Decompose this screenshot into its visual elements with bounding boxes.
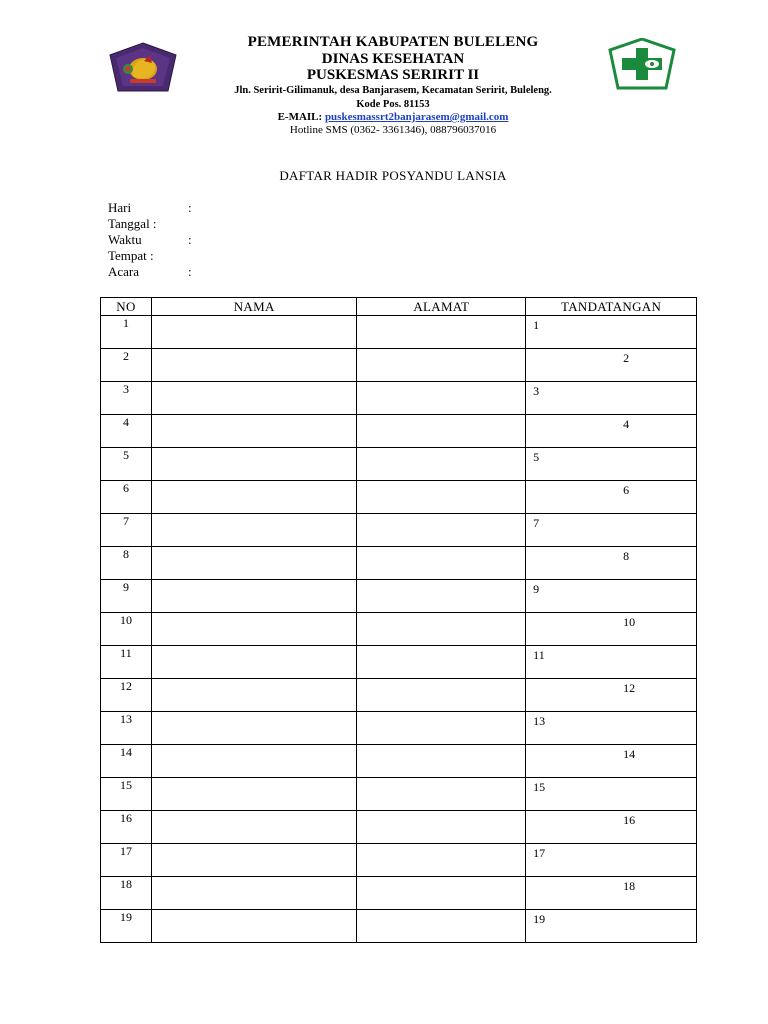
table-row xyxy=(101,844,697,877)
signature-cell[interactable] xyxy=(526,481,697,514)
table-row xyxy=(101,448,697,481)
alamat-cell[interactable] xyxy=(357,415,526,448)
signature-cell[interactable] xyxy=(526,778,697,811)
alamat-cell[interactable] xyxy=(357,514,526,547)
nama-cell[interactable] xyxy=(151,448,357,481)
signature-number: 10 xyxy=(623,615,636,629)
row-number: 3 xyxy=(101,382,152,415)
signature-number: 1 xyxy=(533,318,540,332)
signature-number: 5 xyxy=(533,450,540,464)
alamat-cell[interactable] xyxy=(357,745,526,778)
signature-cell[interactable] xyxy=(526,877,697,910)
field-tempat: Tempat : xyxy=(108,248,154,263)
alamat-cell[interactable] xyxy=(357,580,526,613)
nama-cell[interactable] xyxy=(151,778,357,811)
signature-cell[interactable] xyxy=(526,844,697,877)
row-number: 6 xyxy=(101,481,152,514)
event-info xyxy=(108,200,192,280)
signature-number: 13 xyxy=(533,714,546,728)
field-tanggal: Tanggal : xyxy=(108,216,157,231)
nama-cell[interactable] xyxy=(151,382,357,415)
signature-number: 4 xyxy=(623,417,630,431)
signature-cell[interactable] xyxy=(526,349,697,382)
alamat-cell[interactable] xyxy=(357,646,526,679)
alamat-cell[interactable] xyxy=(357,811,526,844)
table-row xyxy=(101,481,697,514)
row-number: 10 xyxy=(101,613,152,646)
signature-number: 19 xyxy=(533,912,546,926)
table-row xyxy=(101,514,697,547)
alamat-cell[interactable] xyxy=(357,547,526,580)
header-tandatangan: TANDATANGAN xyxy=(526,298,697,316)
address-line: Jln. Seririt-Gilimanuk, desa Banjarasem, Kecamatan Seririt, Buleleng. xyxy=(234,85,552,96)
nama-cell[interactable] xyxy=(151,844,357,877)
email-link[interactable]: puskesmassrt2banjarasem@gmail.com xyxy=(324,111,509,123)
alamat-cell[interactable] xyxy=(357,844,526,877)
alamat-cell[interactable] xyxy=(357,778,526,811)
signature-number: 12 xyxy=(623,681,636,695)
signature-cell[interactable] xyxy=(526,679,697,712)
nama-cell[interactable] xyxy=(151,481,357,514)
signature-cell[interactable] xyxy=(526,613,697,646)
signature-cell[interactable] xyxy=(526,316,697,349)
row-number: 18 xyxy=(101,877,152,910)
signature-cell[interactable] xyxy=(526,415,697,448)
nama-cell[interactable] xyxy=(151,613,357,646)
signature-cell[interactable] xyxy=(526,514,697,547)
nama-cell[interactable] xyxy=(151,910,357,943)
table-row xyxy=(101,811,697,844)
table-row xyxy=(101,646,697,679)
signature-number: 18 xyxy=(623,879,636,893)
field-waktu: Waktu : xyxy=(108,232,192,247)
row-number: 12 xyxy=(101,679,152,712)
nama-cell[interactable] xyxy=(151,547,357,580)
signature-number: 11 xyxy=(533,648,545,662)
header-nama: NAMA xyxy=(151,298,357,316)
signature-number: 17 xyxy=(533,846,546,860)
row-number: 16 xyxy=(101,811,152,844)
nama-cell[interactable] xyxy=(151,415,357,448)
alamat-cell[interactable] xyxy=(357,349,526,382)
alamat-cell[interactable] xyxy=(357,613,526,646)
buleleng-regency-emblem-icon xyxy=(108,41,178,93)
row-number: 14 xyxy=(101,745,152,778)
table-row xyxy=(101,679,697,712)
signature-number: 16 xyxy=(623,813,636,827)
nama-cell[interactable] xyxy=(151,712,357,745)
signature-cell[interactable] xyxy=(526,448,697,481)
header-no: NO xyxy=(101,298,152,316)
row-number: 4 xyxy=(101,415,152,448)
email-line xyxy=(180,111,606,124)
signature-number: 3 xyxy=(533,384,540,398)
alamat-cell[interactable] xyxy=(357,316,526,349)
row-number: 1 xyxy=(101,316,152,349)
row-number: 17 xyxy=(101,844,152,877)
row-number: 7 xyxy=(101,514,152,547)
field-hari: Hari : xyxy=(108,200,192,215)
table-row xyxy=(101,580,697,613)
document-title: DAFTAR HADIR POSYANDU LANSIA xyxy=(279,168,507,183)
signature-cell[interactable] xyxy=(526,580,697,613)
alamat-cell[interactable] xyxy=(357,877,526,910)
table-row xyxy=(101,712,697,745)
row-number: 2 xyxy=(101,349,152,382)
signature-cell[interactable] xyxy=(526,712,697,745)
government-name: PEMERINTAH KABUPATEN BULELENG xyxy=(247,34,539,50)
email-label: E-MAIL: xyxy=(277,111,323,123)
nama-cell[interactable] xyxy=(151,811,357,844)
table-row xyxy=(101,778,697,811)
table-row xyxy=(101,415,697,448)
table-row xyxy=(101,349,697,382)
nama-cell[interactable] xyxy=(151,679,357,712)
alamat-cell[interactable] xyxy=(357,712,526,745)
row-number: 11 xyxy=(101,646,152,679)
signature-number: 7 xyxy=(533,516,540,530)
alamat-cell[interactable] xyxy=(357,481,526,514)
nama-cell[interactable] xyxy=(151,580,357,613)
nama-cell[interactable] xyxy=(151,877,357,910)
row-number: 13 xyxy=(101,712,152,745)
puskesmas-cross-emblem-icon xyxy=(608,38,676,90)
signature-number: 9 xyxy=(533,582,540,596)
nama-cell[interactable] xyxy=(151,514,357,547)
signature-number: 6 xyxy=(623,483,630,497)
signature-cell[interactable] xyxy=(526,547,697,580)
signature-number: 15 xyxy=(533,780,546,794)
alamat-cell[interactable] xyxy=(357,679,526,712)
signature-cell[interactable] xyxy=(526,745,697,778)
nama-cell[interactable] xyxy=(151,646,357,679)
alamat-cell[interactable] xyxy=(357,382,526,415)
table-row xyxy=(101,745,697,778)
nama-cell[interactable] xyxy=(151,745,357,778)
letterhead xyxy=(180,34,606,137)
table-row xyxy=(101,877,697,910)
signature-cell[interactable] xyxy=(526,646,697,679)
row-number: 5 xyxy=(101,448,152,481)
department-name: DINAS KESEHATAN xyxy=(321,51,465,67)
row-number: 15 xyxy=(101,778,152,811)
row-number: 8 xyxy=(101,547,152,580)
field-acara: Acara : xyxy=(108,264,192,279)
postcode-line: Kode Pos. 81153 xyxy=(356,99,430,110)
attendance-table xyxy=(100,297,697,943)
table-row xyxy=(101,613,697,646)
health-center-name: PUSKESMAS SERIRIT II xyxy=(306,67,480,83)
signature-cell[interactable] xyxy=(526,910,697,943)
signature-cell[interactable] xyxy=(526,811,697,844)
nama-cell[interactable] xyxy=(151,349,357,382)
signature-number: 8 xyxy=(623,549,630,563)
table-row xyxy=(101,316,697,349)
alamat-cell[interactable] xyxy=(357,910,526,943)
alamat-cell[interactable] xyxy=(357,448,526,481)
header-alamat: ALAMAT xyxy=(357,298,526,316)
signature-number: 14 xyxy=(623,747,636,761)
signature-number: 2 xyxy=(623,351,630,365)
nama-cell[interactable] xyxy=(151,316,357,349)
row-number: 9 xyxy=(101,580,152,613)
table-row xyxy=(101,910,697,943)
signature-cell[interactable] xyxy=(526,382,697,415)
table-row xyxy=(101,382,697,415)
hotline-line: Hotline SMS (0362- 3361346), 088796037016 xyxy=(289,124,497,136)
table-header-row xyxy=(101,298,697,316)
table-row xyxy=(101,547,697,580)
row-number: 19 xyxy=(101,910,152,943)
